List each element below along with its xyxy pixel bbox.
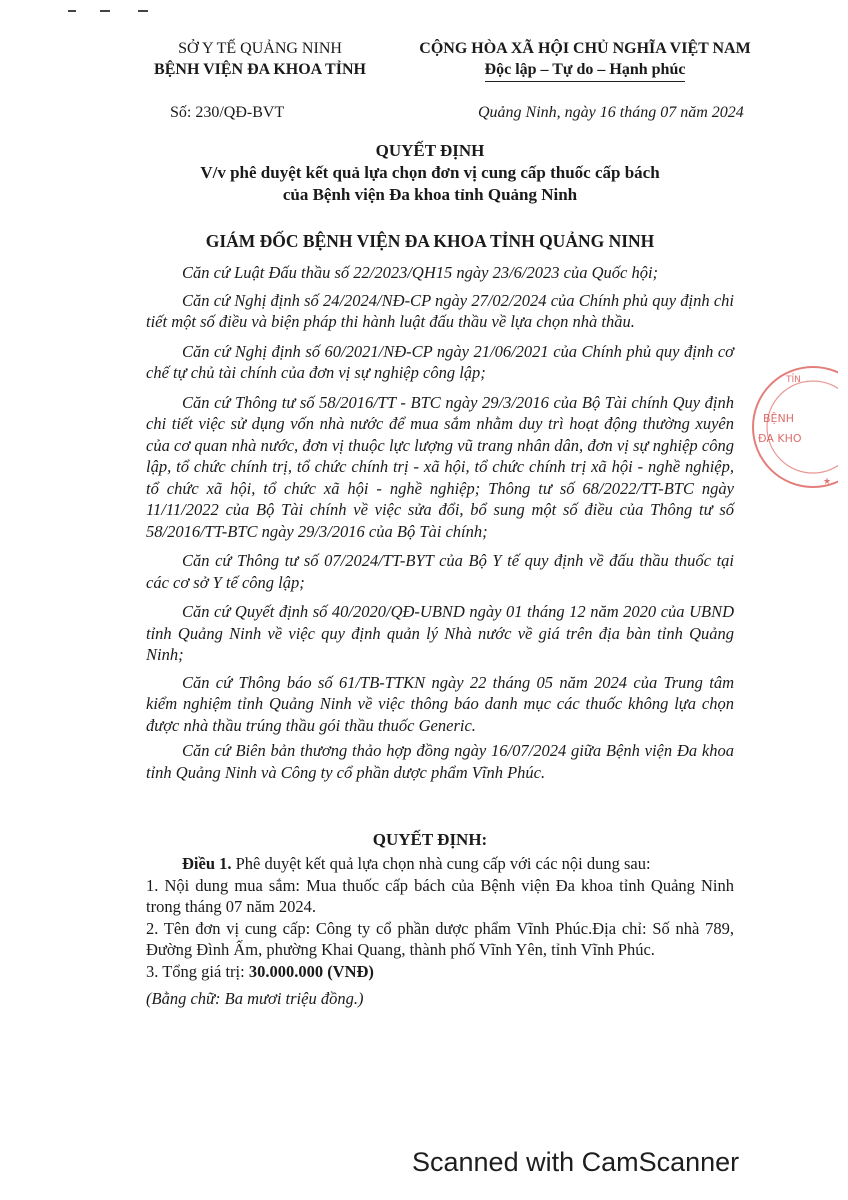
article-1-item-3 — [146, 961, 734, 983]
stamp-star-icon: ★ — [823, 477, 832, 487]
authority-heading: GIÁM ĐỐC BỆNH VIỆN ĐA KHOA TỈNH QUẢNG NINH — [205, 231, 655, 251]
scanner-watermark: Scanned with CamScanner — [412, 1147, 740, 1177]
amount-in-words: (Bằng chữ: Ba mươi triệu đồng.) — [146, 989, 364, 1008]
document-number: Số: 230/QĐ-BVT — [170, 104, 285, 121]
stamp-text-line-2: ĐA KHO — [758, 432, 802, 445]
stamp-top-text: TỈN — [786, 375, 801, 385]
title-line-1: QUYẾT ĐỊNH — [375, 141, 485, 160]
basis-paragraph: Căn cứ Thông báo số 61/TB-TTKN ngày 22 tháng 05 năm 2024 của Trung tâm kiểm nghiệm tỉnh Quảng Ninh về việc thông báo danh mục các thuốc không lựa chọn được nhà thầu trúng thầu gói thầu thuốc Generic. — [146, 672, 734, 735]
total-value-label: 3. Tổng giá trị: — [146, 961, 249, 981]
title-line-3: của Bệnh viện Đa khoa tỉnh Quảng Ninh — [282, 185, 578, 204]
title-line-2: V/v phê duyệt kết quả lựa chọn đơn vị cung cấp thuốc cấp bách — [200, 163, 660, 182]
org-line-2: BỆNH VIỆN ĐA KHOA TỈNH — [154, 61, 366, 78]
issuing-organization — [150, 38, 370, 80]
nation-line-1: CỘNG HÒA XÃ HỘI CHỦ NGHĨA VIỆT NAM — [419, 40, 751, 57]
article-1-item-2: 2. Tên đơn vị cung cấp: Công ty cổ phần dược phẩm Vĩnh Phúc.Địa chỉ: Số nhà 789, Đường Đình Ấm, phường Khai Quang, thành phố Vĩnh Yên, tỉnh Vĩnh Phúc. — [146, 918, 734, 959]
nation-line-2: Độc lập – Tự do – Hạnh phúc — [485, 59, 686, 82]
basis-paragraph: Căn cứ Thông tư số 58/2016/TT - BTC ngày 29/3/2016 của Bộ Tài chính Quy định chi tiết việc sử dụng vốn nhà nước để mua sắm nhằm duy trì hoạt động thường xuyên của cơ quan nhà nước, đơn vị thuộc lực lượng vũ trang nhân dân, đơn vị sự nghiệp công lập, tổ chức chính trị, tổ chức chính trị - xã hội, tổ chức chính trị xã hội - nghề nghiệp, tổ chức xã hội, tổ chức xã hội - nghề nghiệp; Thông tư số 68/2022/TT-BTC ngày 11/11/2022 của Bộ Tài chính về việc sửa đổi, bổ sung một số điều của Thông tư số 58/2016/TT-BTC ngày 29/3/2016 của Bộ Tài chính; — [146, 392, 734, 541]
total-value: 30.000.000 (VNĐ) — [248, 961, 374, 981]
basis-paragraph: Căn cứ Quyết định số 40/2020/QĐ-UBND ngày 01 tháng 12 năm 2020 của UBND tỉnh Quảng Ninh về việc quy định quản lý Nhà nước về giá trên địa bàn tỉnh Quảng Ninh; — [146, 602, 734, 664]
article-1-intro — [146, 853, 734, 875]
article-1-item-1: 1. Nội dung mua sắm: Mua thuốc cấp bách của Bệnh viện Đa khoa tỉnh Quảng Ninh trong tháng 07 năm 2024. — [146, 875, 734, 916]
official-stamp — [728, 362, 838, 492]
basis-paragraph: Căn cứ Biên bản thương thảo hợp đồng ngày 16/07/2024 giữa Bệnh viện Đa khoa tỉnh Quảng Ninh và Công ty cổ phần dược phẩm Vĩnh Phúc. — [146, 741, 734, 782]
national-heading — [395, 38, 775, 82]
decision-heading: QUYẾT ĐỊNH: — [372, 830, 488, 849]
scan-mark — [68, 10, 76, 12]
scan-mark — [138, 10, 148, 12]
article-1-label: Điều 1. — [182, 854, 232, 873]
article-1-intro-text: Phê duyệt kết quả lựa chọn nhà cung cấp với các nội dung sau: — [235, 854, 651, 873]
basis-list — [146, 262, 734, 783]
basis-paragraph: Căn cứ Nghị định số 60/2021/NĐ-CP ngày 21/06/2021 của Chính phủ quy định cơ chế tự chủ tài chính của đơn vị sự nghiệp công lập; — [146, 341, 734, 382]
article-1 — [146, 853, 734, 1010]
org-line-1: SỞ Y TẾ QUẢNG NINH — [178, 40, 342, 57]
document-date: Quảng Ninh, ngày 16 tháng 07 năm 2024 — [478, 104, 744, 121]
basis-paragraph: Căn cứ Luật Đấu thầu số 22/2023/QH15 ngày 23/6/2023 của Quốc hội; — [182, 263, 659, 282]
document-title — [100, 140, 760, 206]
basis-paragraph: Căn cứ Nghị định số 24/2024/NĐ-CP ngày 27/02/2024 của Chính phủ quy định chi tiết một số điều và biện pháp thi hành luật đấu thầu về lựa chọn nhà thầu. — [146, 290, 734, 331]
stamp-text-line-1: BỆNH — [763, 412, 794, 425]
basis-paragraph: Căn cứ Thông tư số 07/2024/TT-BYT của Bộ Y tế quy định về đấu thầu thuốc tại các cơ sở Y tế công lập; — [146, 551, 734, 592]
scan-mark — [100, 10, 110, 12]
